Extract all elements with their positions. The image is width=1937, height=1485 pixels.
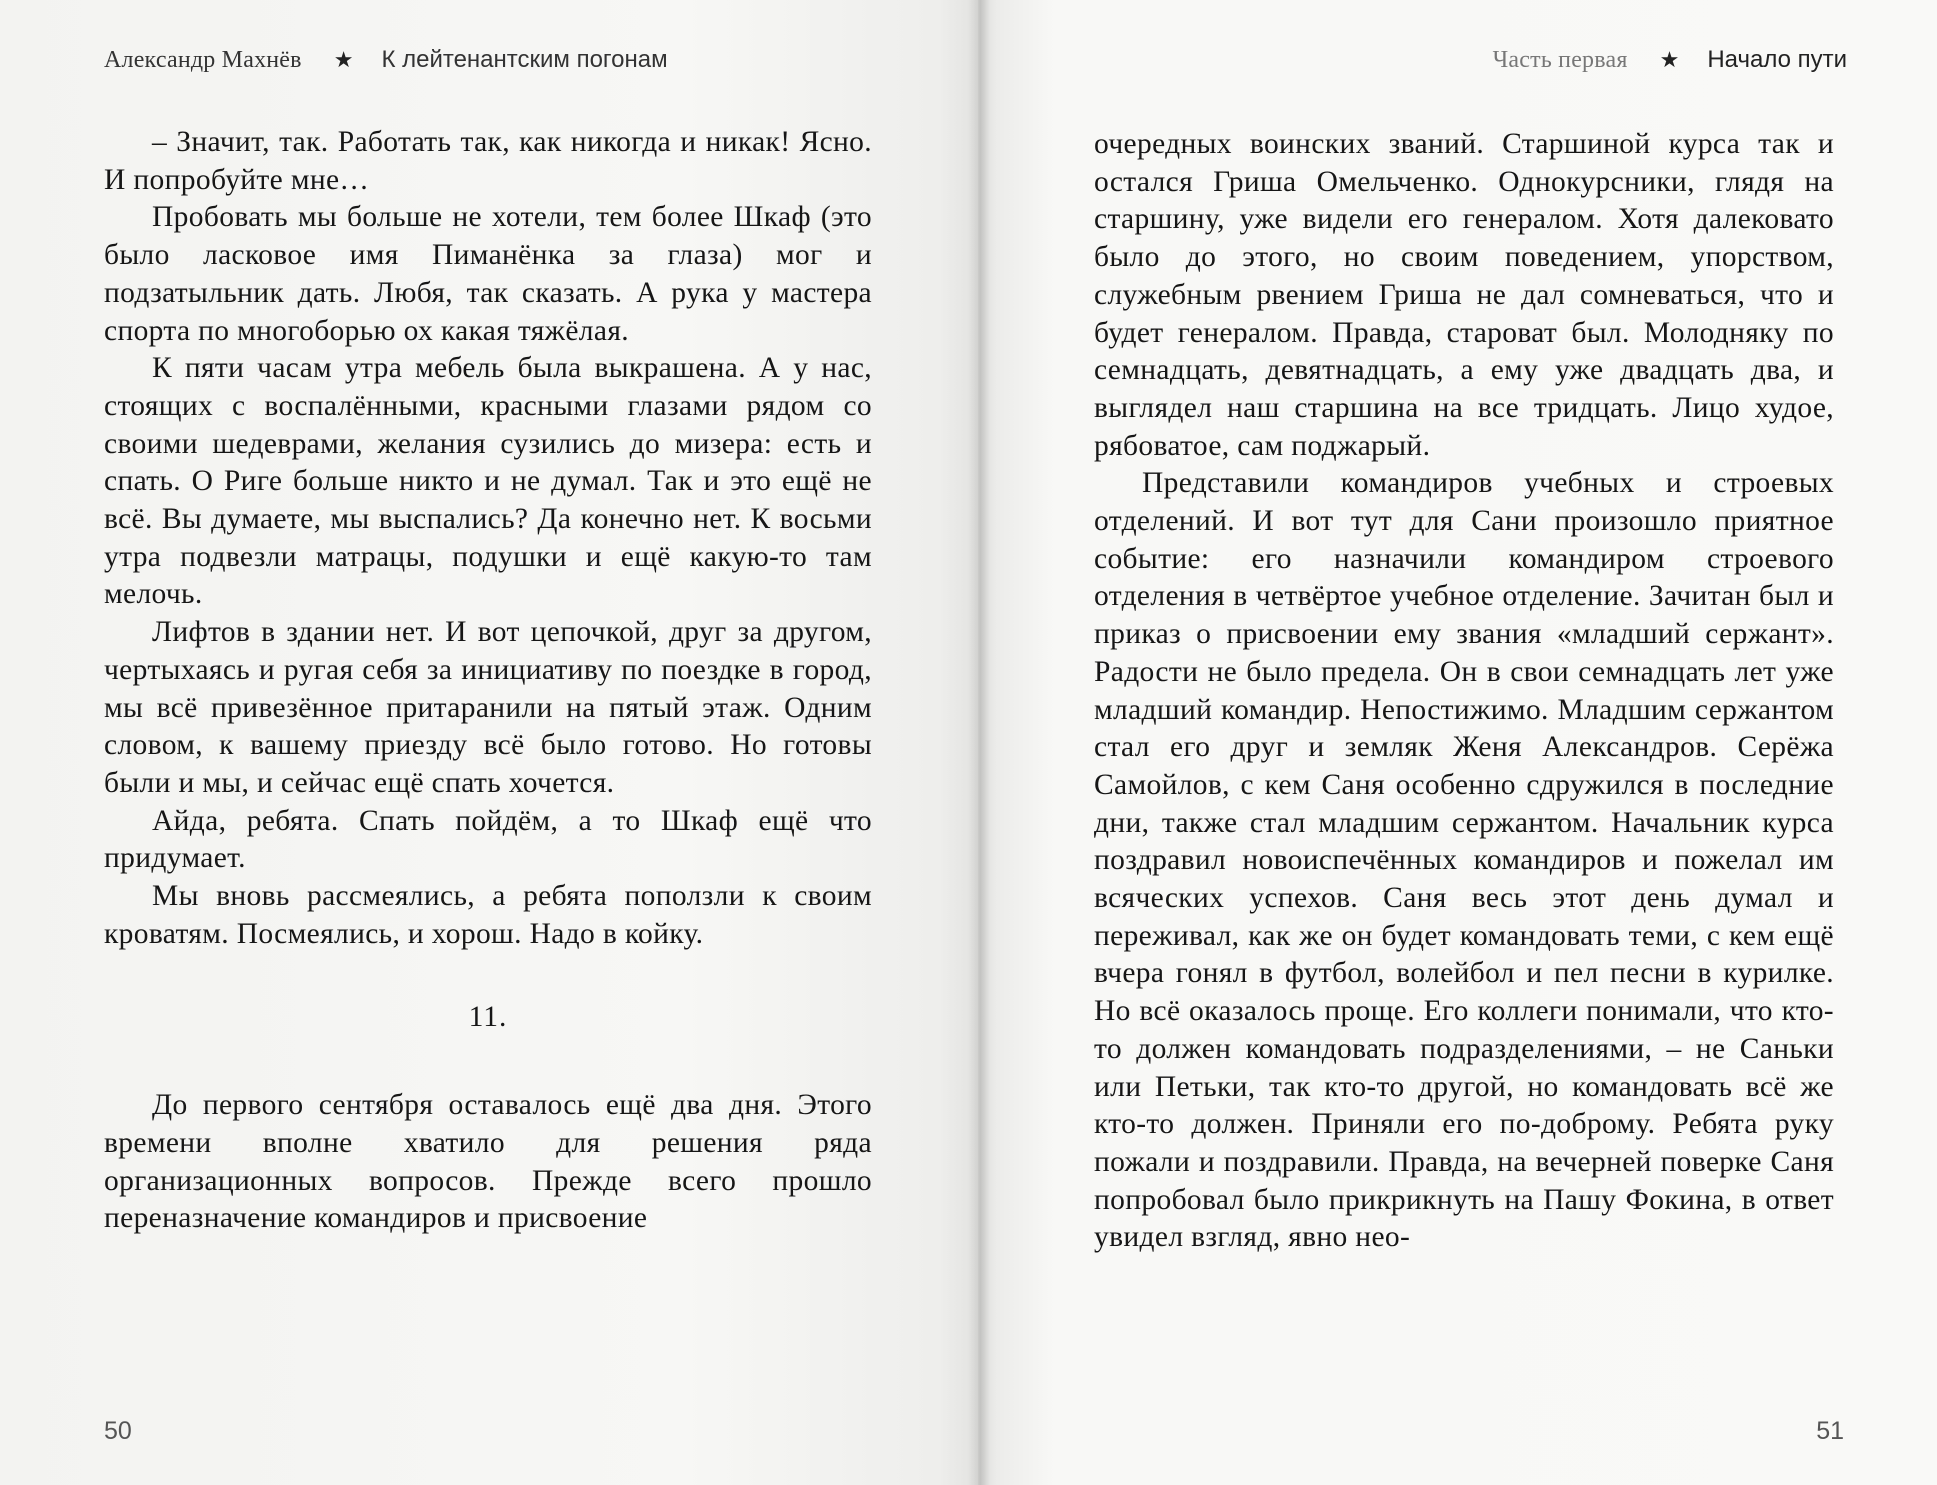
star-icon: ★ bbox=[1659, 48, 1680, 73]
star-icon: ★ bbox=[333, 48, 354, 73]
part-title: Часть первая bbox=[1492, 47, 1628, 73]
paragraph: Лифтов в здании нет. И вот цепочкой, друг за другом, чертыхаясь и ругая себя за инициативу по поездке в город, мы всё привезённое притаранили на пятый этаж. Одним словом, к вашему приезду всё было готово. Но готовы были и мы, и сейчас ещё спать хочется. bbox=[104, 616, 872, 799]
right-running-head bbox=[1493, 46, 1847, 74]
book-gutter bbox=[968, 0, 990, 1485]
paragraph: Пробовать мы больше не хотели, тем более Шкаф (это было ласковое имя Пиманёнка за глаза) мог и подзатыльник дать. Любя, так сказать. А рука у мастера спорта по многоборью ох какая тяжёлая. bbox=[104, 201, 872, 347]
paragraph: До первого сентября оставалось ещё два дня. Этого времени вполне хватило для решения ряда организационных вопросов. Прежде всего прошло переназначение командиров и присвоение bbox=[104, 1089, 872, 1235]
left-body-text bbox=[104, 124, 872, 1238]
paragraph: К пяти часам утра мебель была выкрашена. А у нас, стоящих с воспалёнными, красными глазами рядом со своими шедеврами, желания сузились до мизера: есть и спать. О Риге больше никто и не думал. Так и это ещё не всё. Вы думаете, мы выспались? Да конечно нет. К восьми утра подвезли матрацы, подушки и ещё какую-то там мелочь. bbox=[104, 352, 872, 611]
paragraph: Мы вновь рассмеялись, а ребята поползли к своим кроватям. Посмеялись, и хорош. Надо в койку. bbox=[104, 880, 872, 950]
left-running-head bbox=[104, 46, 668, 74]
author-name: Александр Махнёв bbox=[104, 47, 302, 73]
paragraph: Айда, ребята. Спать пойдём, а то Шкаф ещё что придумает. bbox=[104, 804, 872, 875]
paragraph-continued: очередных воинских званий. Старшиной курса так и остался Гриша Омельченко. Однокурсники, глядя на старшину, уже видели его генералом. Хотя далековато было до этого, но своим поведением, упорством, служебным рвением Гриша не дал сомневаться, что и будет генералом. Правда, староват был. Молодняку по семнадцать, девятнадцать, а ему уже двадцать два, и выглядел наш старшина на все тридцать. Лицо худое, рябоватое, сам поджарый. bbox=[1094, 128, 1834, 462]
paragraph: Представили командиров учебных и строевых отделений. И вот тут для Сани произошло приятное событие: его назначили командиром строевого отделения в четвёртое учебное отделение. Зачитан был и приказ о присвоении ему звания «младший сержант». Радости не было предела. Он в свои семнадцать лет уже младший командир. Непостижимо. Младшим сержантом стал его друг и земляк Женя Александров. Серёжа Самойлов, с кем Саня особенно сдружился в последние дни, также стал младшим сержантом. Начальник курса поздравил новоиспечённых командиров и пожелал им всяческих успехов. Саня весь этот день думал и переживал, как же он будет командовать теми, с кем ещё вчера гонял в футбол, волейбол и пел песни в курилке. Но всё оказалось проще. Его коллеги понимали, что кто-то должен командовать подразделениями, – не Саньки или Петьки, так кто-то другой, но командовать всё же кто-то должен. Приняли его по-доброму. Ребята руку пожали и поздравили. Правда, на вечерней поверке Саня попробовал было прикрикнуть на Пашу Фокина, в ответ увидел взгляд, явно нео- bbox=[1094, 467, 1834, 1254]
page-number-left: 50 bbox=[104, 1417, 132, 1445]
chapter-heading: 11. bbox=[468, 1001, 508, 1034]
right-body-text bbox=[1094, 126, 1834, 1257]
right-page bbox=[978, 0, 1937, 1485]
paragraph: – Значит, так. Работать так, как никогда и никак! Ясно. И попробуйте мне… bbox=[104, 126, 872, 196]
section-title: Начало пути bbox=[1707, 46, 1847, 73]
book-title: К лейтенантским погонам bbox=[381, 46, 668, 73]
page-number-right: 51 bbox=[1816, 1417, 1844, 1445]
